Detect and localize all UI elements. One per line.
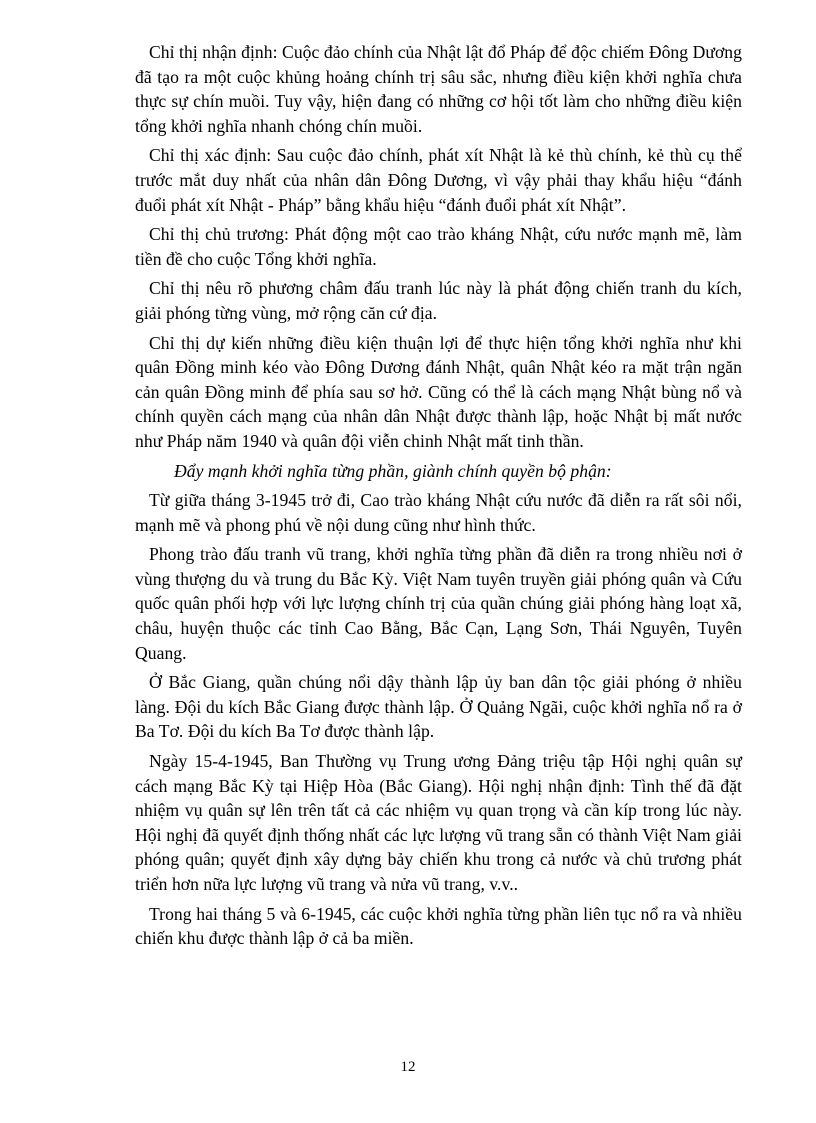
paragraph-directive-conditions: Chỉ thị dự kiến những điều kiện thuận lợi để thực hiện tổng khởi nghĩa như khi quân Đồng minh kéo vào Đông Dương đánh Nhật, quân Nhật kéo ra mặt trận ngăn cản quân Đồng minh để phía sau sơ hở. Cũng có thể là cách mạng Nhật bùng nổ và chính quyền cách mạng của nhân dân Nhật được thành lập, hoặc Nhật bị mất nước như Pháp năm 1940 và quân đội viễn chinh Nhật mất tinh thần. [135,332,742,451]
paragraph-directive-enemy: Chỉ thị xác định: Sau cuộc đảo chính, phát xít Nhật là kẻ thù chính, kẻ thù cụ thể trước mắt duy nhất của nhân dân Đông Dương, vì vậy phải thay khẩu hiệu “đánh đuổi phát xít Nhật - Pháp” bằng khẩu hiệu “đánh đuổi phát xít Nhật”. [135,145,742,215]
paragraph-directive-assessment: Chỉ thị nhận định: Cuộc đảo chính của Nhật lật đổ Pháp để độc chiếm Đông Dương đã tạo ra một cuộc khủng hoảng chính trị sâu sắc, nhưng điều kiện khởi nghĩa chưa thực sự chín muồi. Tuy vậy, hiện đang có những cơ hội tốt làm cho những điều kiện tổng khởi nghĩa nhanh chóng chín muồi. [135,42,742,136]
paragraph-armed-struggle: Phong trào đấu tranh vũ trang, khởi nghĩa từng phần đã diễn ra trong nhiều nơi ở vùng thượng du và trung du Bắc Kỳ. Việt Nam tuyên truyền giải phóng quân và Cứu quốc quân phối hợp với lực lượng chính trị của quần chúng giải phóng hàng loạt xã, châu, huyện thuộc các tỉnh Cao Bằng, Bắc Cạn, Lạng Sơn, Thái Nguyên, Tuyên Quang. [135,544,742,663]
page-number: 12 [400,1059,416,1075]
paragraph-bac-giang: Ở Bắc Giang, quần chúng nổi dậy thành lập ủy ban dân tộc giải phóng ở nhiều làng. Đội du kích Bắc Giang được thành lập. Ở Quảng Ngãi, cuộc khởi nghĩa nổ ra ở Ba Tơ. Đội du kích Ba Tơ được thành lập. [135,672,742,742]
section-heading: Đẩy mạnh khởi nghĩa từng phần, giành chính quyền bộ phận: [174,460,612,481]
paragraph-uprising-start: Từ giữa tháng 3-1945 trở đi, Cao trào kháng Nhật cứu nước đã diễn ra rất sôi nổi, mạnh mẽ và phong phú về nội dung cũng như hình thức. [135,490,742,535]
paragraph-military-conference: Ngày 15-4-1945, Ban Thường vụ Trung ương Đảng triệu tập Hội nghị quân sự cách mạng Bắc Kỳ tại Hiệp Hòa (Bắc Giang). Hội nghị nhận định: Tình thế đã đặt nhiệm vụ quân sự lên trên tất cả các nhiệm vụ quan trọng và cần kíp trong lúc này. Hội nghị đã quyết định thống nhất các lực lượng vũ trang sẵn có thành Việt Nam giải phóng quân; quyết định xây dựng bảy chiến khu trong cả nước và chủ trương phát triển hơn nữa lực lượng vũ trang và nửa vũ trang, v.v.. [135,751,742,894]
paragraph-may-june: Trong hai tháng 5 và 6-1945, các cuộc khởi nghĩa từng phần liên tục nổ ra và nhiều chiến khu được thành lập ở cả ba miền. [135,903,742,949]
paragraph-directive-guideline: Chỉ thị nêu rõ phương châm đấu tranh lúc này là phát động chiến tranh du kích, giải phóng từng vùng, mở rộng căn cứ địa. [135,278,742,323]
paragraph-directive-policy: Chỉ thị chủ trương: Phát động một cao trào kháng Nhật, cứu nước mạnh mẽ, làm tiền đề cho cuộc Tổng khởi nghĩa. [135,224,742,269]
document-page [135,40,742,956]
